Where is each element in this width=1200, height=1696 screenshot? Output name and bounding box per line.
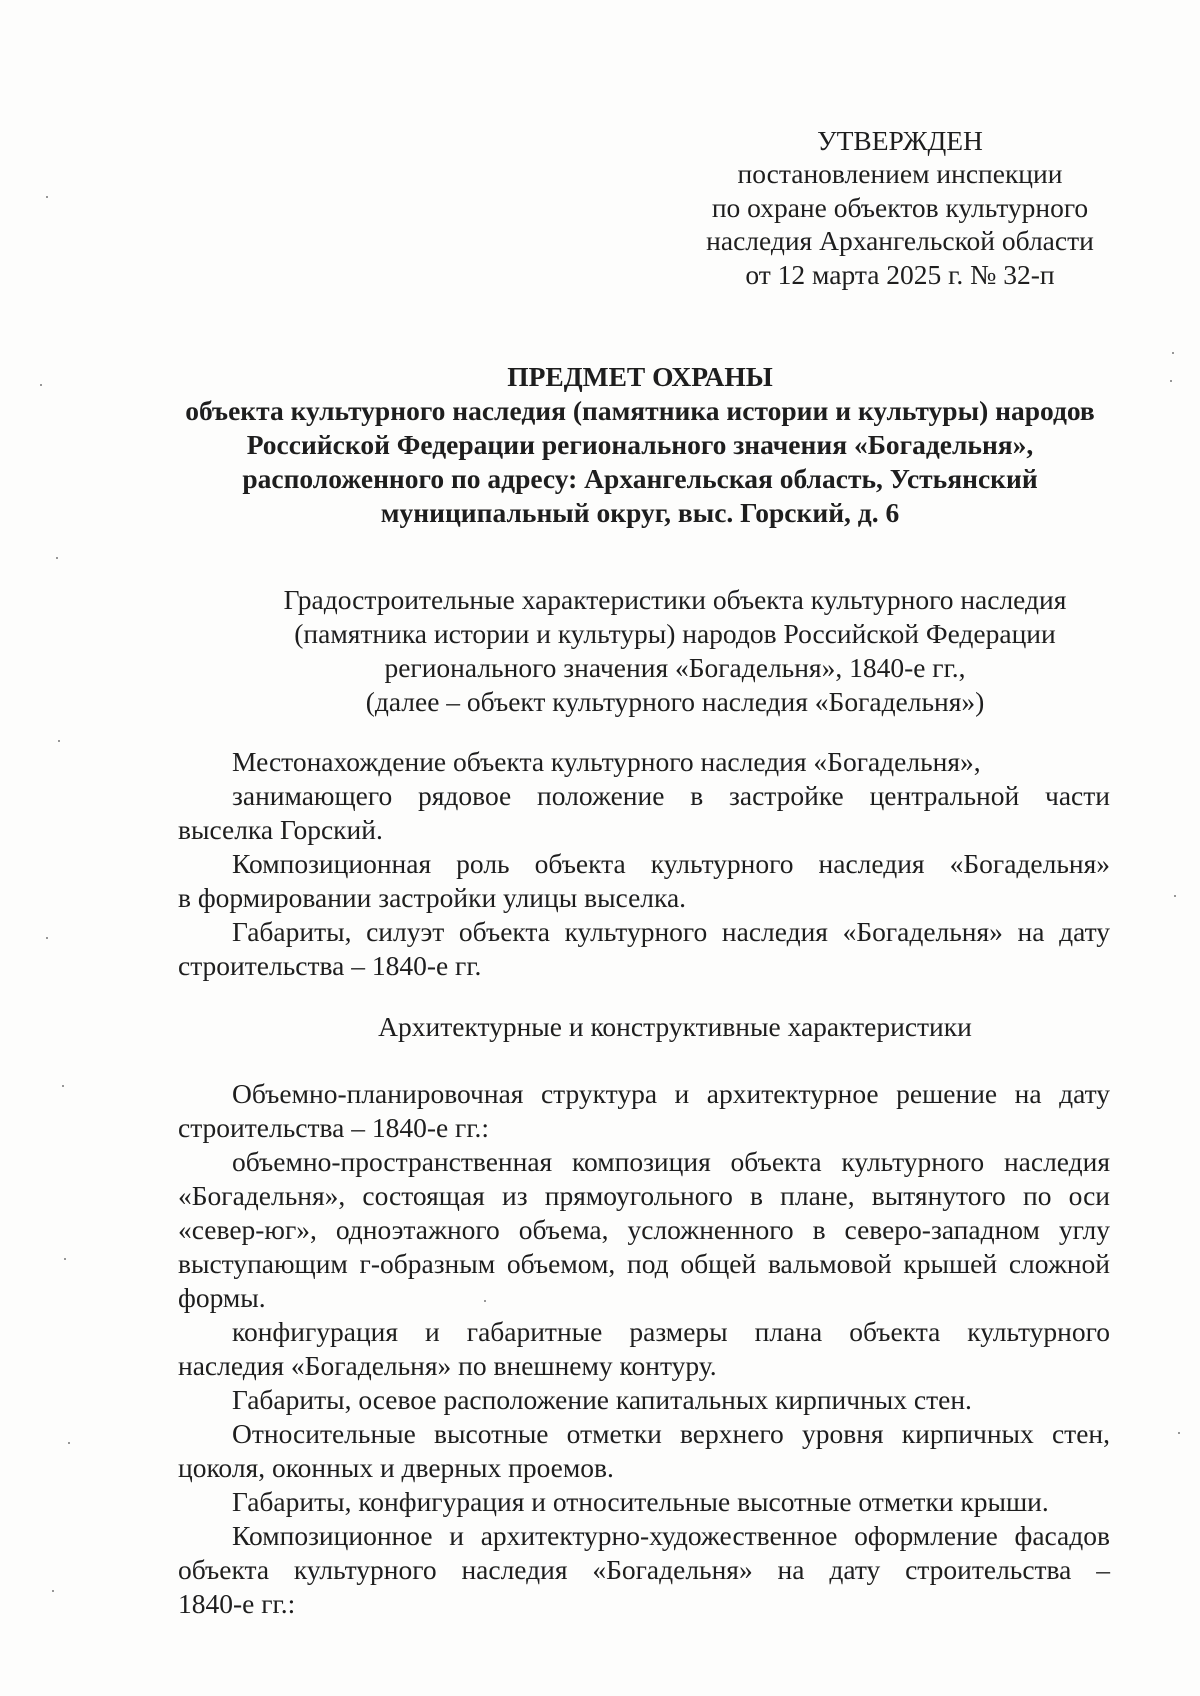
scan-speck [484,1300,486,1302]
paragraph-line: конфигурация и габаритные размеры плана объекта культурного [232,1316,1110,1347]
section-heading: регионального значения «Богадельня», 1840-е гг., [384,652,966,683]
paragraph-line: 1840-е гг.: [178,1588,296,1619]
scan-speck [56,557,58,559]
paragraph-line: наследия «Богадельня» по внешнему контуру. [178,1350,717,1381]
scan-speck [64,1258,66,1260]
section-heading: (далее – объект культурного наследия «Богадельня») [365,686,985,717]
section-heading: Архитектурные и конструктивные характеристики [378,1011,972,1042]
approval-line: от 12 марта 2025 г. № 32-п [745,259,1055,290]
scan-speck [62,1085,64,1087]
paragraph-line: формы. [178,1282,266,1313]
paragraph-line: занимающего рядовое положение в застройке центральной части [232,780,1110,811]
paragraph-line: объекта культурного наследия «Богадельня» на дату строительства – [178,1554,1110,1585]
title-line: объекта культурного наследия (памятника истории и культуры) народов [185,395,1095,426]
approval-line: постановлением инспекции [737,158,1063,189]
document-title: ПРЕДМЕТ ОХРАНЫ [507,361,773,392]
paragraph-line: Композиционное и архитектурно-художественное оформление фасадов [232,1520,1110,1551]
scan-speck [46,937,48,939]
section-heading: Градостроительные характеристики объекта культурного наследия [283,584,1067,615]
paragraph-line: строительства – 1840-е гг.: [178,1112,490,1143]
scan-speck [58,740,60,742]
paragraph-line: объемно-пространственная композиция объекта культурного наследия [232,1146,1110,1177]
paragraph-line: Объемно-планировочная структура и архитектурное решение на дату [232,1078,1110,1109]
scan-speck [68,1442,70,1444]
scan-speck [1178,1432,1180,1434]
paragraph-line: выселка Горский. [178,814,383,845]
section-heading: (памятника истории и культуры) народов Российской Федерации [294,618,1056,649]
paragraph-line: в формировании застройки улицы выселка. [178,882,687,913]
approval-line: наследия Архангельской области [706,225,1094,256]
paragraph-line: Относительные высотные отметки верхнего уровня кирпичных стен, [232,1418,1110,1449]
scan-speck [1172,352,1174,354]
paragraph-line: «север-юг», одноэтажного объема, усложненного в северо-западном углу [178,1214,1110,1245]
scan-speck [1170,380,1172,382]
paragraph-line: Габариты, силуэт объекта культурного наследия «Богадельня» на дату [232,916,1110,947]
paragraph-line: Местонахождение объекта культурного наследия «Богадельня», [232,746,981,777]
paragraph-line: Габариты, осевое расположение капитальных кирпичных стен. [232,1384,972,1415]
title-line: муниципальный округ, выс. Горский, д. 6 [380,497,900,528]
title-line: Российской Федерации регионального значения «Богадельня», [246,429,1034,460]
paragraph-line: строительства – 1840-е гг. [178,950,482,981]
paragraph-line: Композиционная роль объекта культурного наследия «Богадельня» [232,848,1110,879]
scan-speck [46,196,48,198]
paragraph-line: Габариты, конфигурация и относительные высотные отметки крыши. [232,1486,1049,1517]
paragraph-line: выступающим г-образным объемом, под общей вальмовой крышей сложной [178,1248,1110,1279]
scan-speck [40,384,42,386]
paragraph-line: цоколя, оконных и дверных проемов. [178,1452,614,1483]
scan-speck [52,1590,54,1592]
title-line: расположенного по адресу: Архангельская область, Устьянский [242,463,1038,494]
scan-speck [1174,895,1176,897]
approval-line: по охране объектов культурного [711,192,1089,223]
approval-word: УТВЕРЖДЕН [817,125,983,156]
paragraph-line: «Богадельня», состоящая из прямоугольного в плане, вытянутого по оси [178,1180,1110,1211]
